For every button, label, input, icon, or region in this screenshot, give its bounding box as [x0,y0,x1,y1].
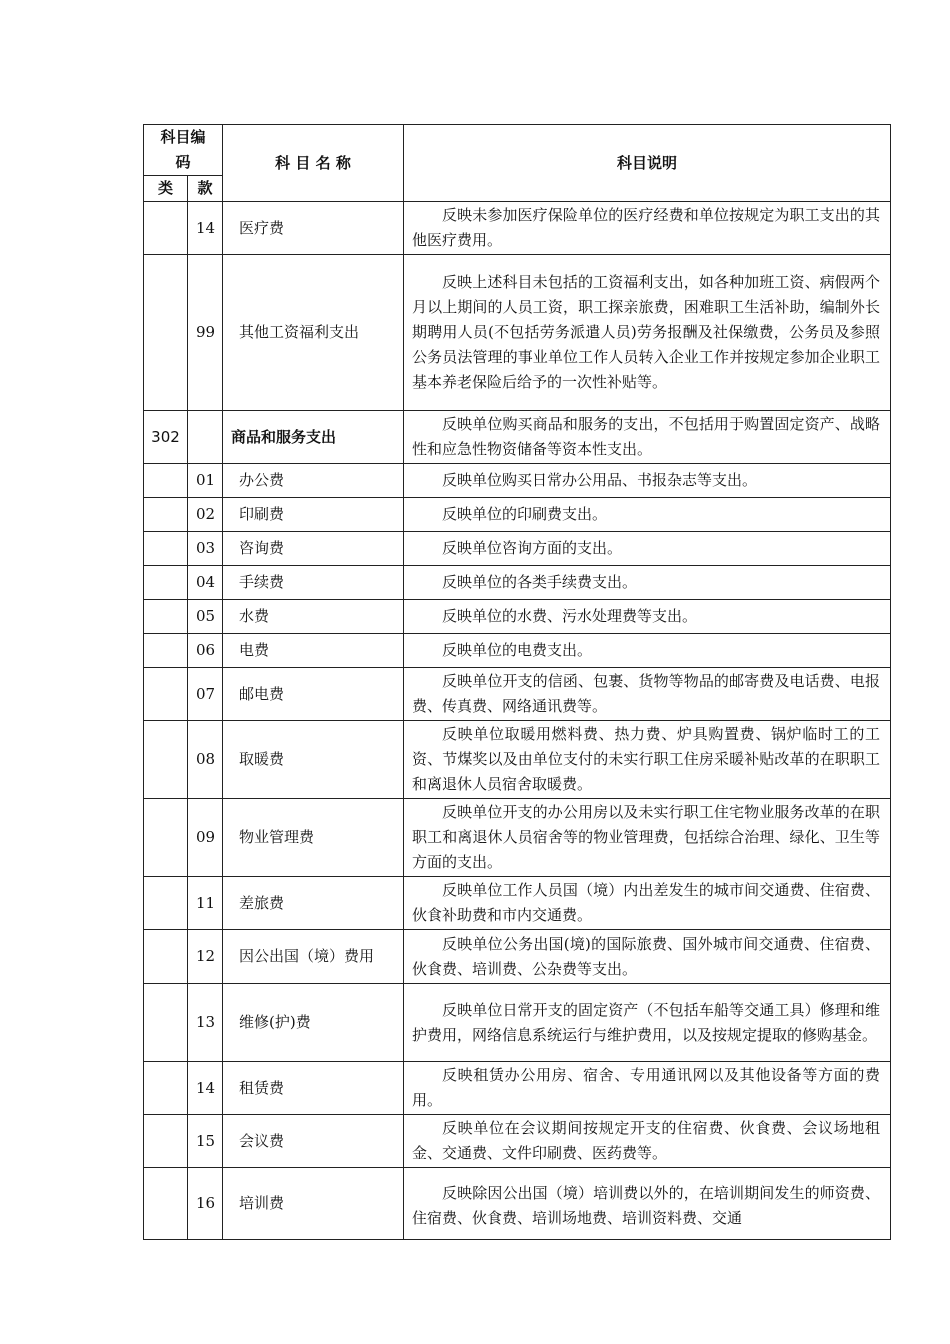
row-kuan: 16 [188,1168,223,1240]
row-name: 租赁费 [223,1062,404,1115]
row-desc: 反映单位开支的信函、包裹、货物等物品的邮寄费及电话费、电报费、传真费、网络通讯费等。 [404,668,891,721]
table-row [144,984,891,1062]
row-desc: 反映单位在会议期间按规定开支的住宿费、伙食费、会议场地租金、交通费、文件印刷费、医药费等。 [404,1115,891,1168]
row-kuan: 14 [188,202,223,255]
row-lei [144,464,188,498]
row-desc: 反映单位公务出国(境)的国际旅费、国外城市间交通费、住宿费、伙食费、培训费、公杂费等支出。 [404,930,891,984]
row-kuan: 15 [188,1115,223,1168]
table-row [144,1062,891,1115]
row-desc-cell [404,1168,891,1240]
header-lei: 类 [144,176,188,202]
row-lei [144,799,188,877]
header-kuan: 款 [188,176,223,202]
header-desc: 科目说明 [404,125,891,202]
table-row [144,930,891,984]
row-desc: 反映单位的印刷费支出。 [404,498,891,532]
row-desc: 反映单位日常开支的固定资产（不包括车船等交通工具）修理和维护费用，网络信息系统运行与维护费用，以及按规定提取的修购基金。 [404,984,891,1062]
row-kuan: 07 [188,668,223,721]
row-name: 手续费 [223,566,404,600]
row-desc: 反映单位工作人员国（境）内出差发生的城市间交通费、住宿费、伙食补助费和市内交通费。 [404,877,891,930]
row-lei [144,1062,188,1115]
table-row [144,498,891,532]
row-desc: 反映单位的电费支出。 [404,634,891,668]
row-lei [144,498,188,532]
row-name: 差旅费 [223,877,404,930]
row-lei: 302 [144,411,188,464]
row-kuan: 03 [188,532,223,566]
row-lei [144,566,188,600]
table-row [144,1115,891,1168]
row-lei [144,532,188,566]
table-row [144,1168,891,1240]
row-name: 维修(护)费 [223,984,404,1062]
row-kuan: 08 [188,721,223,799]
table-row [144,566,891,600]
subject-table [143,124,891,1240]
row-desc: 反映除因公出国（境）培训费以外的，在培训期间发生的师资费、住宿费、伙食费、培训场地费、培训资料费、交通 [412,1184,881,1227]
row-lei [144,202,188,255]
row-desc: 反映单位开支的办公用房以及未实行职工住宅物业服务改革的在职职工和离退休人员宿舍等的物业管理费，包括综合治理、绿化、卫生等方面的支出。 [404,799,891,877]
row-desc: 反映单位购买日常办公用品、书报杂志等支出。 [404,464,891,498]
row-name: 因公出国（境）费用 [223,930,404,984]
row-lei [144,984,188,1062]
row-kuan: 01 [188,464,223,498]
row-kuan [188,411,223,464]
row-lei [144,877,188,930]
row-name: 办公费 [223,464,404,498]
row-desc: 反映单位取暖用燃料费、热力费、炉具购置费、锅炉临时工的工资、节煤奖以及由单位支付的未实行职工住房采暖补贴改革的在职职工和离退休人员宿舍取暖费。 [404,721,891,799]
table-row [144,202,891,255]
row-lei [144,930,188,984]
row-lei [144,721,188,799]
row-desc: 反映上述科目未包括的工资福利支出，如各种加班工资、病假两个月以上期间的人员工资，职工探亲旅费，困难职工生活补助，编制外长期聘用人员(不包括劳务派遣人员)劳务报酬及社保缴费，公务员及参照公务员法管理的事业单位工作人员转入企业工作并按规定参加企业职工基本养老保险后给予的一次性补贴等。 [404,255,891,411]
row-kuan: 13 [188,984,223,1062]
row-lei [144,255,188,411]
row-name: 印刷费 [223,498,404,532]
row-kuan: 09 [188,799,223,877]
header-name: 科 目 名 称 [223,125,404,202]
row-lei [144,600,188,634]
row-desc: 反映单位咨询方面的支出。 [404,532,891,566]
row-lei [144,1115,188,1168]
row-name: 医疗费 [223,202,404,255]
row-kuan: 14 [188,1062,223,1115]
row-name: 邮电费 [223,668,404,721]
row-kuan: 06 [188,634,223,668]
row-kuan: 02 [188,498,223,532]
row-name: 水费 [223,600,404,634]
row-kuan: 05 [188,600,223,634]
row-name: 其他工资福利支出 [223,255,404,411]
row-name: 会议费 [223,1115,404,1168]
row-desc: 反映单位购买商品和服务的支出，不包括用于购置固定资产、战略性和应急性物资储备等资本性支出。 [404,411,891,464]
row-kuan: 12 [188,930,223,984]
row-name: 培训费 [223,1168,404,1240]
table-row [144,464,891,498]
row-lei [144,668,188,721]
row-kuan: 99 [188,255,223,411]
table-row [144,600,891,634]
row-name: 取暖费 [223,721,404,799]
table-row [144,668,891,721]
row-lei [144,1168,188,1240]
row-kuan: 11 [188,877,223,930]
table-row [144,255,891,411]
table-row [144,532,891,566]
table-row [144,721,891,799]
row-name: 电费 [223,634,404,668]
row-name: 商品和服务支出 [223,411,404,464]
header-code: 科目编码 [144,125,223,176]
row-desc: 反映单位的水费、污水处理费等支出。 [404,600,891,634]
row-desc: 反映租赁办公用房、宿舍、专用通讯网以及其他设备等方面的费用。 [404,1062,891,1115]
row-name: 咨询费 [223,532,404,566]
row-kuan: 04 [188,566,223,600]
table-row [144,877,891,930]
row-desc: 反映单位的各类手续费支出。 [404,566,891,600]
row-name: 物业管理费 [223,799,404,877]
table-row [144,634,891,668]
table-row [144,411,891,464]
table-row [144,799,891,877]
row-lei [144,634,188,668]
row-desc: 反映未参加医疗保险单位的医疗经费和单位按规定为职工支出的其他医疗费用。 [404,202,891,255]
